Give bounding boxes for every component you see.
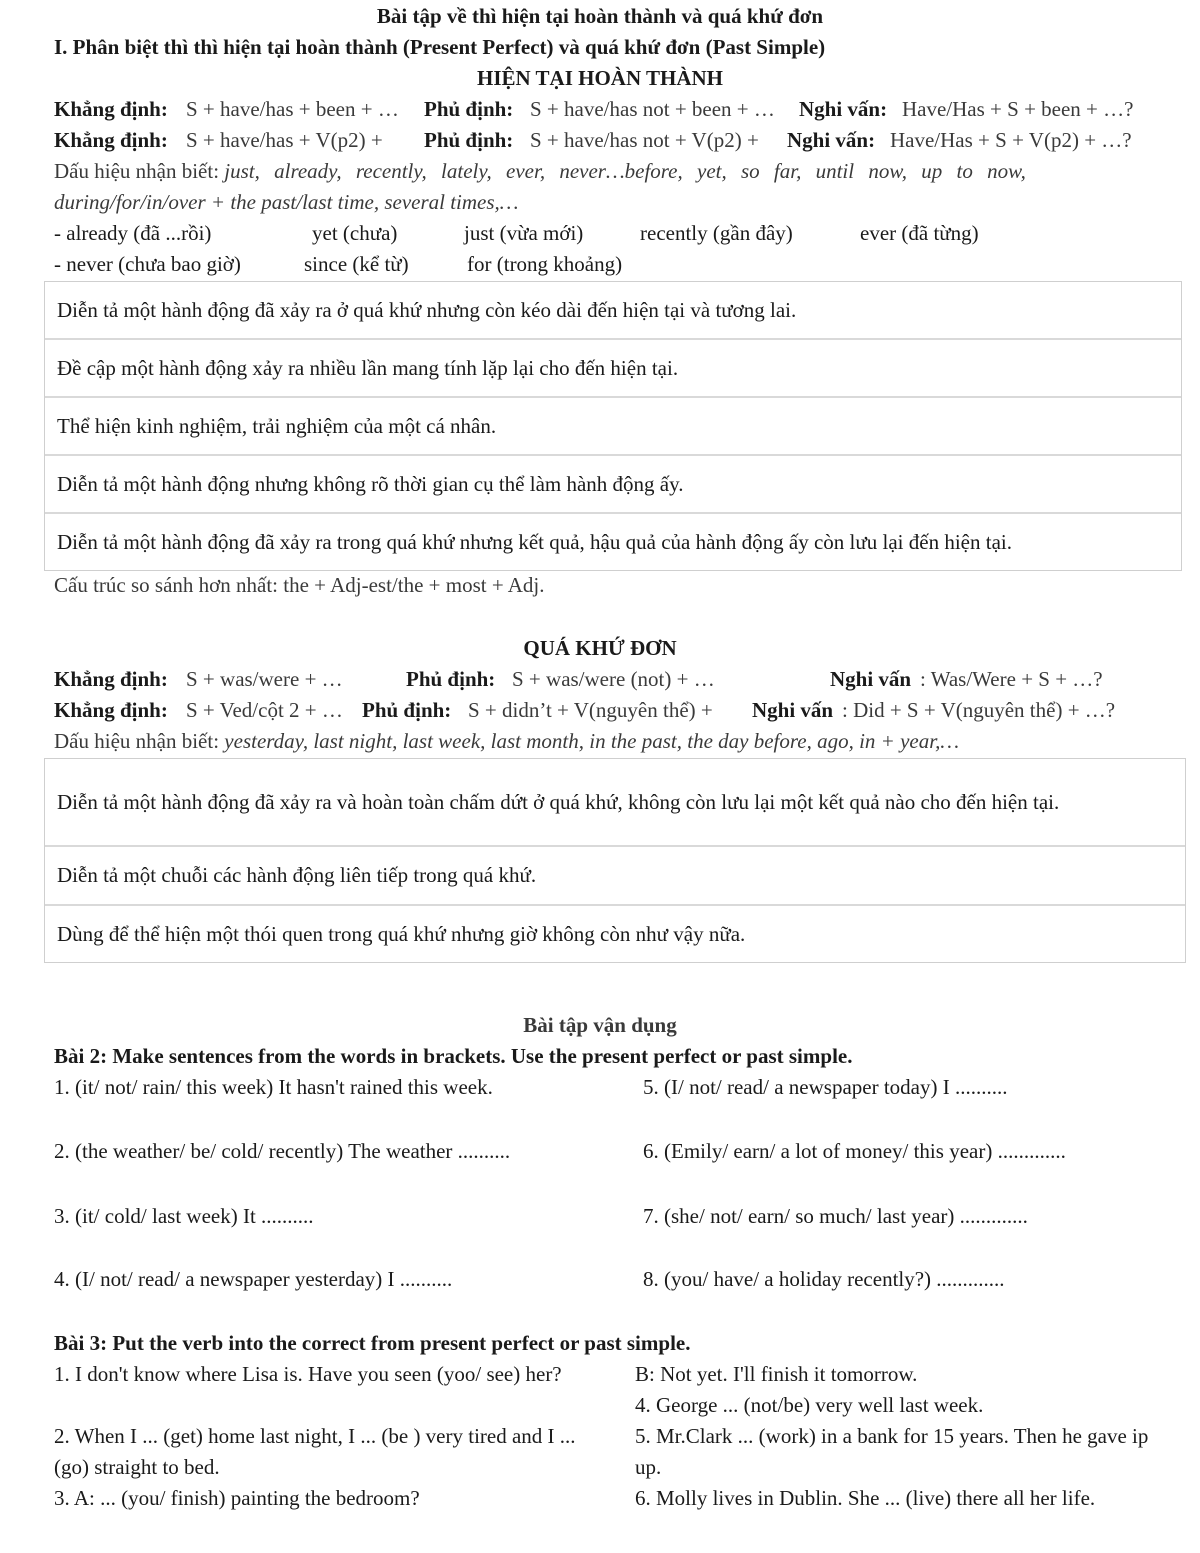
exercise-3-item: 1. I don't know where Lisa is. Have you seen (yoo/ see) her? <box>54 1362 562 1386</box>
exercise-2-item: 2. (the weather/ be/ cold/ recently) The weather .......... <box>54 1139 511 1163</box>
pp-aff-label: Khẳng định: <box>54 97 168 121</box>
ps-q-formula-2: : Did + S + V(nguyên thể) + …? <box>842 698 1116 722</box>
exercise-3-item: 4. George ... (not/be) very well last week. <box>635 1393 984 1417</box>
pp-aff-label-2: Khẳng định: <box>54 128 168 152</box>
keyword-item: ever (đã từng) <box>860 221 979 245</box>
ps-signs-words: yesterday, last night, last week, last month, in the past, the day before, ago, in + year,… <box>224 729 959 753</box>
exercise-3-item: 2. When I ... (get) home last night, I ... (be ) very tired and I ... (go) straight to bed. <box>54 1424 576 1479</box>
pp-neg-label: Phủ định: <box>424 97 514 121</box>
keyword-item: recently (gần đây) <box>640 221 793 245</box>
pp-neg-formula: S + have/has not + been + … <box>530 97 775 121</box>
pp-neg-label-2: Phủ định: <box>424 128 514 152</box>
exercise-2-item: 7. (she/ not/ earn/ so much/ last year) ............. <box>643 1204 1028 1228</box>
table-row: Diễn tả một hành động đã xảy ra và hoàn toàn chấm dứt ở quá khứ, không còn lưu lại một kết quả nào cho đến hiện tại. <box>45 759 1185 847</box>
section1-heading: I. Phân biệt thì thì hiện tại hoàn thành (Present Perfect) và quá khứ đơn (Past Simple) <box>54 35 826 59</box>
keyword-item: for (trong khoảng) <box>467 252 623 276</box>
exercise-2-item: 8. (you/ have/ a holiday recently?) ............. <box>643 1267 1005 1291</box>
exercise-3-heading: Bài 3: Put the verb into the correct from present perfect or past simple. <box>54 1331 691 1355</box>
pp-aff-formula: S + have/has + been + … <box>186 97 399 121</box>
ps-neg-formula: S + was/were (not) + … <box>512 667 715 691</box>
keyword-item: - already (đã ...rồi) <box>54 221 212 245</box>
ps-aff-formula-2: S + Ved/cột 2 + … <box>186 698 343 722</box>
table-row: Diễn tả một hành động nhưng không rõ thời gian cụ thể làm hành động ấy. <box>45 456 1181 514</box>
exercise-2-item: 4. (I/ not/ read/ a newspaper yesterday) I .......... <box>54 1267 453 1291</box>
pp-uses-table <box>44 281 1182 571</box>
superlative-note: Cấu trúc so sánh hơn nhất: the + Adj-est/the + most + Adj. <box>54 573 545 597</box>
ps-neg-formula-2: S + didn’t + V(nguyên thể) + <box>468 698 713 722</box>
pp-q-formula-2: Have/Has + S + V(p2) + …? <box>890 128 1132 152</box>
pp-signs-label: Dấu hiệu nhận biết: <box>54 159 220 183</box>
exercise-3-item: 6. Molly lives in Dublin. She ... (live) there all her life. <box>635 1486 1096 1510</box>
table-row: Thể hiện kinh nghiệm, trải nghiệm của một cá nhân. <box>45 398 1181 456</box>
past-simple-heading: QUÁ KHỨ ĐƠN <box>523 636 677 660</box>
table-row: Dùng để thể hiện một thói quen trong quá khứ nhưng giờ không còn như vậy nữa. <box>57 921 746 946</box>
practice-heading: Bài tập vận dụng <box>523 1013 677 1037</box>
keyword-item: yet (chưa) <box>312 221 398 245</box>
ps-uses-table <box>44 758 1186 963</box>
exercise-2-item: 3. (it/ cold/ last week) It .......... <box>54 1204 314 1228</box>
present-perfect-heading: HIỆN TẠI HOÀN THÀNH <box>476 66 724 90</box>
exercise-2-item: 6. (Emily/ earn/ a lot of money/ this year) ............. <box>643 1139 1066 1163</box>
exercise-3-item: B: Not yet. I'll finish it tomorrow. <box>635 1362 918 1386</box>
table-row: Diễn tả một chuỗi các hành động liên tiếp trong quá khứ. <box>45 847 1185 906</box>
table-row: Đề cập một hành động xảy ra nhiều lần mang tính lặp lại cho đến hiện tại. <box>45 340 1181 398</box>
document-title: Bài tập về thì hiện tại hoàn thành và quá khứ đơn <box>376 4 824 28</box>
exercise-2-item: 1. (it/ not/ rain/ this week) It hasn't rained this week. <box>54 1075 493 1099</box>
ps-q-label: Nghi vấn <box>830 667 912 691</box>
exercise-2-item: 5. (I/ not/ read/ a newspaper today) I .......... <box>643 1075 1008 1099</box>
ps-aff-label: Khẳng định: <box>54 667 168 691</box>
pp-neg-formula-2: S + have/has not + V(p2) + <box>530 128 759 152</box>
pp-signs-line-1 <box>54 156 1160 187</box>
keyword-item: since (kể từ) <box>304 252 409 276</box>
ps-neg-label: Phủ định: <box>406 667 496 691</box>
keyword-item: just (vừa mới) <box>464 221 584 245</box>
ps-signs-label: Dấu hiệu nhận biết: <box>54 729 220 753</box>
table-row: Diễn tả một hành động đã xảy ra trong quá khứ nhưng kết quả, hậu quả của hành động ấy còn lưu lại đến hiện tại. <box>57 529 1012 554</box>
pp-q-formula: Have/Has + S + been + …? <box>902 97 1134 121</box>
pp-signs-line-2: during/for/in/over + the past/last time, several times,… <box>54 190 519 214</box>
pp-aff-formula-2: S + have/has + V(p2) + <box>186 128 383 152</box>
ps-q-formula: : Was/Were + S + …? <box>920 667 1103 691</box>
pp-q-label-2: Nghi vấn: <box>787 128 876 152</box>
ps-aff-formula: S + was/were + … <box>186 667 343 691</box>
exercise-3-item: 5. Mr.Clark ... (work) in a bank for 15 years. Then he gave ip up. <box>635 1424 1149 1479</box>
table-row: Diễn tả một hành động đã xảy ra ở quá khứ nhưng còn kéo dài đến hiện tại và tương lai. <box>45 282 1181 340</box>
ps-aff-label-2: Khẳng định: <box>54 698 168 722</box>
pp-q-label: Nghi vấn: <box>799 97 888 121</box>
ps-q-label-2: Nghi vấn <box>752 698 834 722</box>
keyword-item: - never (chưa bao giờ) <box>54 252 241 276</box>
exercise-2-heading: Bài 2: Make sentences from the words in brackets. Use the present perfect or past simple. <box>54 1044 853 1068</box>
pp-signs-words: just, already, recently, lately, ever, never…before, yet, so far, until now, up to now, <box>224 159 1026 183</box>
ps-neg-label-2: Phủ định: <box>362 698 452 722</box>
ps-signs-line <box>54 726 1160 757</box>
exercise-3-item: 3. A: ... (you/ finish) painting the bedroom? <box>54 1486 420 1510</box>
